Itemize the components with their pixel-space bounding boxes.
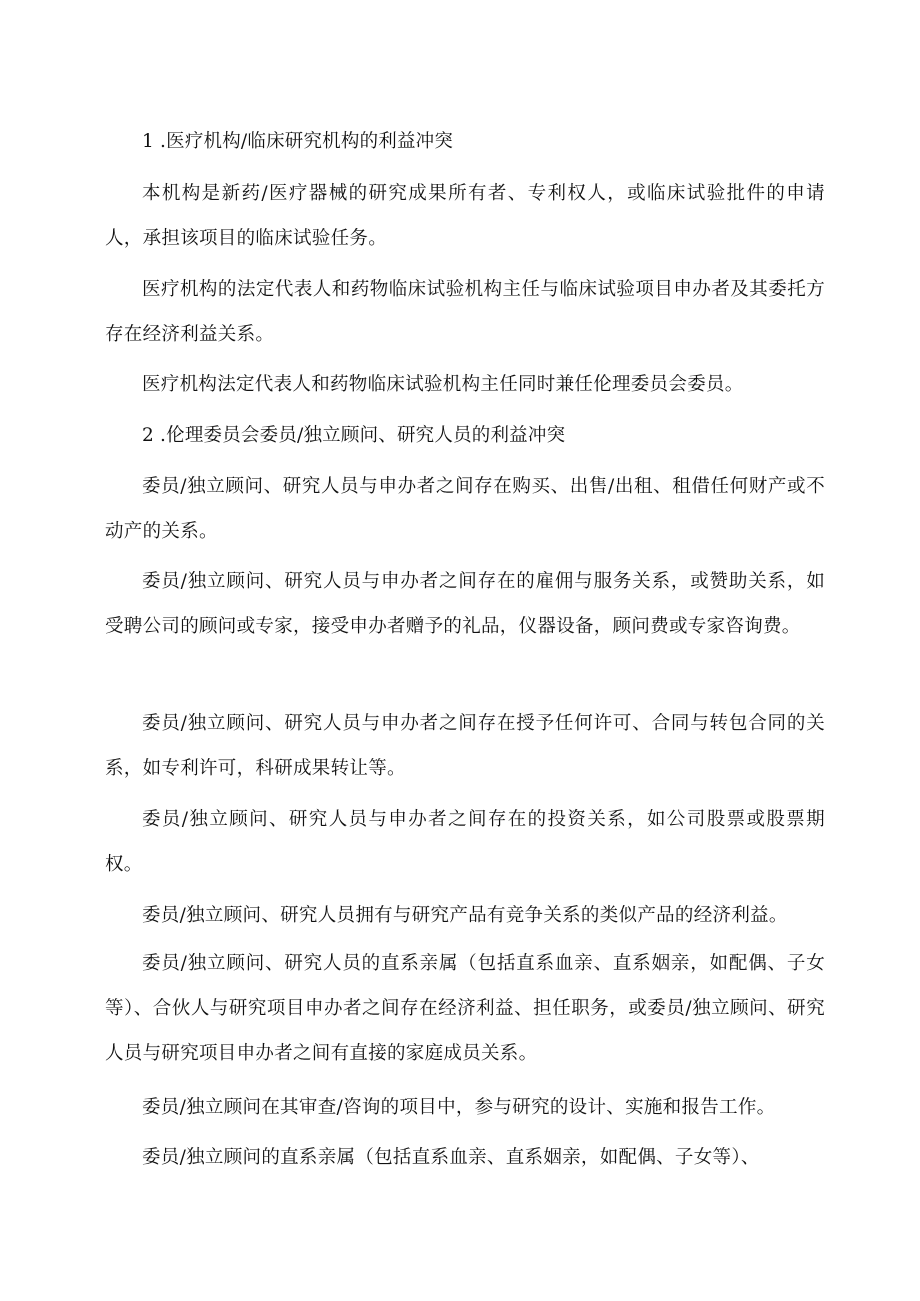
paragraph: 委员/独立顾问、研究人员与申办者之间存在授予任何许可、合同与转包合同的关系，如专利许可，科研成果转让等。 xyxy=(105,713,825,779)
paragraph: 委员/独立顾问、研究人员的直系亲属（包括直系血亲、直系姻亲，如配偶、子女等）、合伙人与研究项目申办者之间存在经济利益、担任职务，或委员/独立顾问、研究人员与研究项目申办者之间有直接的家庭成员关系。 xyxy=(105,953,825,1064)
paragraph: 本机构是新药/医疗器械的研究成果所有者、专利权人，或临床试验批件的申请人，承担该项目的临床试验任务。 xyxy=(105,183,825,249)
paragraph: 委员/独立顾问、研究人员拥有与研究产品有竞争关系的类似产品的经济利益。 xyxy=(142,905,788,926)
paragraph: 医疗机构法定代表人和药物临床试验机构主任同时兼任伦理委员会委员。 xyxy=(142,374,744,395)
document-page xyxy=(105,0,825,1301)
paragraph: 委员/独立顾问、研究人员与申办者之间存在的投资关系，如公司股票或股票期权。 xyxy=(105,809,825,875)
paragraph: 委员/独立顾问的直系亲属（包括直系血亲、直系姻亲，如配偶、子女等）、 xyxy=(142,1147,760,1168)
section-heading-2: 2 .伦理委员会委员/独立顾问、研究人员的利益冲突 xyxy=(142,425,566,446)
section-heading-1: 1 .医疗机构/临床研究机构的利益冲突 xyxy=(142,131,454,152)
paragraph: 委员/独立顾问、研究人员与申办者之间存在的雇佣与服务关系，或赞助关系，如受聘公司的顾问或专家，接受申办者赠予的礼品，仪器设备，顾问费或专家咨询费。 xyxy=(105,571,825,637)
paragraph: 医疗机构的法定代表人和药物临床试验机构主任与临床试验项目申办者及其委托方存在经济利益关系。 xyxy=(105,279,825,345)
paragraph: 委员/独立顾问在其审查/咨询的项目中，参与研究的设计、实施和报告工作。 xyxy=(142,1097,776,1118)
paragraph: 委员/独立顾问、研究人员与申办者之间存在购买、出售/出租、租借任何财产或不动产的关系。 xyxy=(105,476,825,542)
